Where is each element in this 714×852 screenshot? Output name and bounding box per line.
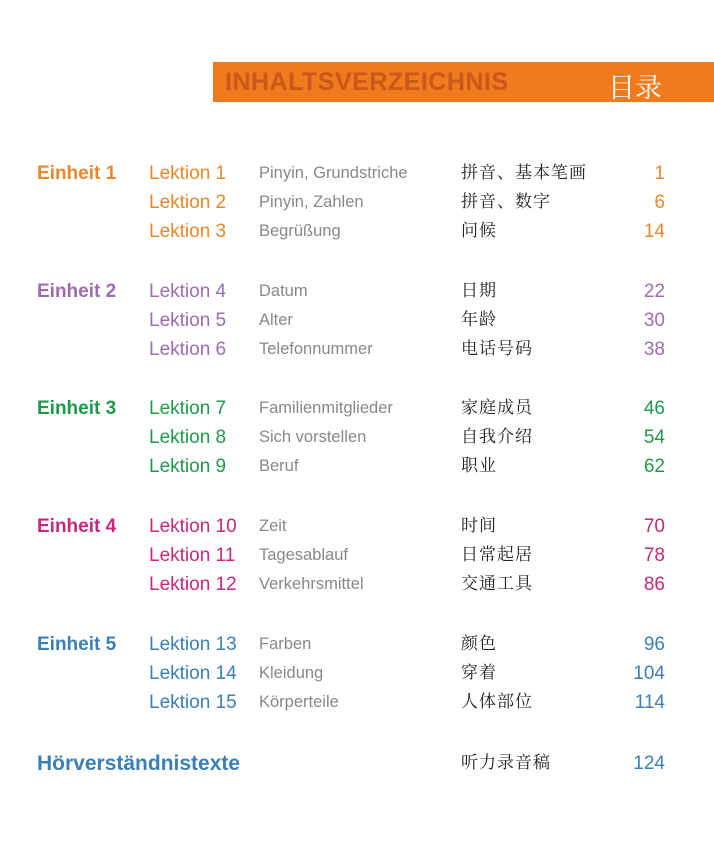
page-title-chinese: 目录	[608, 73, 662, 104]
unit-label: Einheit 2	[37, 281, 117, 302]
lesson-title-german: Sich vorstellen	[259, 428, 367, 446]
lesson-label: Lektion 4	[149, 281, 227, 302]
lesson-title-chinese: 家庭成员	[461, 398, 533, 418]
appendix-title: Hörverständnistexte	[37, 752, 241, 775]
lesson-title-german: Alter	[259, 311, 293, 329]
page-number: 22	[643, 281, 665, 302]
page-number: 96	[643, 634, 665, 655]
lesson-label: Lektion 9	[149, 456, 227, 477]
toc-row[interactable]	[0, 630, 714, 659]
page-number: 46	[643, 398, 665, 419]
toc-row[interactable]	[0, 217, 714, 246]
lesson-title-german: Beruf	[259, 457, 299, 475]
toc-row[interactable]	[0, 306, 714, 335]
lesson-title-chinese: 颜色	[461, 634, 497, 654]
lesson-title-german: Familienmitglieder	[259, 399, 393, 417]
lesson-label: Lektion 8	[149, 427, 227, 448]
lesson-label: Lektion 7	[149, 398, 227, 419]
page-number: 6	[654, 192, 665, 213]
toc-row[interactable]	[0, 277, 714, 306]
lesson-title-german: Verkehrsmittel	[259, 575, 364, 593]
lesson-title-chinese: 交通工具	[461, 574, 533, 594]
appendix-page-number: 124	[633, 753, 665, 774]
lesson-title-chinese: 人体部位	[461, 692, 533, 712]
lesson-label: Lektion 12	[149, 574, 237, 595]
lesson-label: Lektion 11	[149, 545, 236, 566]
toc-row[interactable]	[0, 394, 714, 423]
appendix-title-chinese: 听力录音稿	[461, 753, 551, 773]
page-number: 38	[643, 339, 665, 360]
page-number: 114	[634, 692, 665, 713]
lesson-title-chinese: 电话号码	[461, 339, 533, 359]
lesson-label: Lektion 2	[149, 192, 227, 213]
lesson-title-german: Telefonnummer	[259, 340, 373, 358]
page-title: INHALTSVERZEICHNIS	[225, 67, 509, 96]
lesson-title-chinese: 自我介绍	[461, 427, 533, 447]
lesson-title-chinese: 问候	[461, 221, 497, 241]
page-number: 78	[643, 545, 665, 566]
lesson-label: Lektion 13	[149, 634, 237, 655]
lesson-title-chinese: 职业	[461, 456, 497, 476]
lesson-title-chinese: 穿着	[461, 663, 497, 683]
lesson-title-chinese: 日常起居	[461, 545, 533, 565]
lesson-label: Lektion 3	[149, 221, 227, 242]
lesson-title-chinese: 日期	[461, 281, 497, 301]
lesson-title-german: Begrüßung	[259, 222, 341, 240]
toc-row[interactable]	[0, 452, 714, 481]
lesson-label: Lektion 15	[149, 692, 237, 713]
toc-row[interactable]	[0, 423, 714, 452]
page-number: 30	[643, 310, 665, 331]
toc-row[interactable]	[0, 688, 714, 717]
lesson-title-german: Farben	[259, 635, 312, 653]
lesson-label: Lektion 6	[149, 339, 227, 360]
toc-row[interactable]	[0, 335, 714, 364]
page-number: 54	[643, 427, 665, 448]
appendix-row[interactable]	[0, 749, 714, 778]
lesson-label: Lektion 1	[149, 163, 227, 184]
page-number: 14	[643, 221, 665, 242]
toc-row[interactable]	[0, 159, 714, 188]
unit-label: Einheit 5	[37, 634, 117, 655]
lesson-title-german: Pinyin, Zahlen	[259, 193, 364, 211]
lesson-title-german: Tagesablauf	[259, 546, 348, 564]
unit-label: Einheit 1	[37, 163, 117, 184]
lesson-title-chinese: 年龄	[461, 310, 497, 330]
page-number: 86	[643, 574, 665, 595]
lesson-title-german: Zeit	[259, 517, 287, 535]
lesson-title-german: Datum	[259, 282, 308, 300]
lesson-label: Lektion 5	[149, 310, 227, 331]
toc-row[interactable]	[0, 570, 714, 599]
lesson-title-german: Pinyin, Grundstriche	[259, 164, 408, 182]
page-number: 104	[633, 663, 665, 684]
page-number: 62	[643, 456, 665, 477]
lesson-title-german: Kleidung	[259, 664, 324, 682]
lesson-title-chinese: 拼音、基本笔画	[461, 163, 587, 183]
unit-label: Einheit 4	[37, 516, 117, 537]
page-number: 70	[643, 516, 665, 537]
lesson-title-chinese: 拼音、数字	[461, 192, 551, 212]
lesson-title-german: Körperteile	[259, 693, 339, 711]
page-number: 1	[654, 163, 665, 184]
toc-row[interactable]	[0, 541, 714, 570]
unit-label: Einheit 3	[37, 398, 117, 419]
lesson-label: Lektion 14	[149, 663, 237, 684]
lesson-label: Lektion 10	[149, 516, 237, 537]
toc-row[interactable]	[0, 188, 714, 217]
toc-row[interactable]	[0, 512, 714, 541]
toc-row[interactable]	[0, 659, 714, 688]
lesson-title-chinese: 时间	[461, 516, 497, 536]
